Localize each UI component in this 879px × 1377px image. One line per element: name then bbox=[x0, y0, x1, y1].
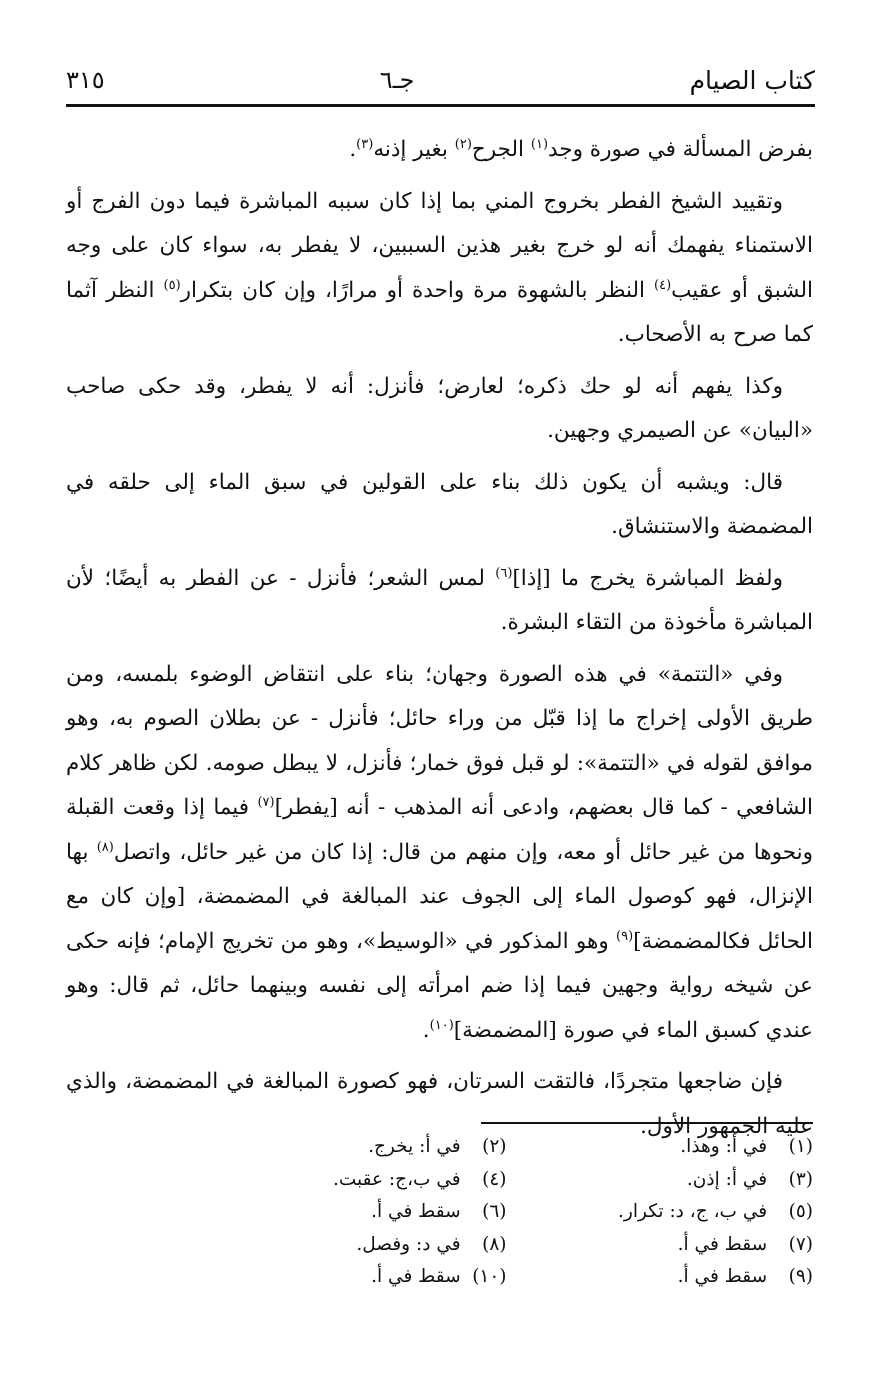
footnote-item bbox=[547, 1166, 814, 1195]
text-run: فإن ضاجعها متجردًا، فالتقت السرتان، فهو كصورة المبالغة في المضمضة، والذي عليه الجمهور الأول. bbox=[66, 1069, 813, 1139]
paragraph bbox=[66, 653, 813, 1054]
page-number: ٣١٥ bbox=[66, 66, 105, 94]
footnote-text: في ب، ج، د: تكرار. bbox=[618, 1201, 773, 1222]
footnote-number: (٢) bbox=[482, 1136, 507, 1157]
footnote-marker[interactable]: (٤) bbox=[654, 277, 672, 293]
footnote-text: في أ: يخرج. bbox=[368, 1136, 467, 1157]
text-run: . bbox=[349, 137, 357, 162]
main-text bbox=[66, 128, 813, 1156]
text-run: بها الإنزال، فهو كوصول الماء إلى الجوف عند المبالغة في المضمضة، [وإن كان مع الحائل فكالمضمضة] bbox=[66, 839, 813, 954]
footnote-marker[interactable]: (١) bbox=[530, 136, 549, 152]
footnote-item bbox=[547, 1263, 814, 1292]
footnote-marker[interactable]: (٥) bbox=[163, 277, 181, 293]
header-rule bbox=[66, 104, 815, 107]
text-run: فيما إذا وقعت القبلة ونحوها من غير حائل أو معه، وإن منهم من قال: إذا كان من غير حائل، واتصل bbox=[66, 795, 813, 865]
book-title: كتاب الصيام bbox=[689, 65, 815, 95]
paragraph bbox=[66, 180, 813, 358]
footnote-number: (٩) bbox=[788, 1266, 813, 1287]
footnote-text: في أ: إذن. bbox=[686, 1168, 773, 1190]
footnote-item bbox=[240, 1133, 507, 1162]
footnote-item bbox=[240, 1263, 507, 1292]
footnote-text: في ب،ج: عقبت. bbox=[333, 1168, 467, 1190]
footnote-item bbox=[547, 1133, 814, 1162]
footnote-number: (٤) bbox=[482, 1168, 507, 1190]
footnote-marker[interactable]: (١٠) bbox=[429, 1017, 454, 1033]
text-run: لمس الشعر؛ فأنزل - عن الفطر به أيضًا؛ لأن المباشرة مأخوذة من التقاء البشرة. bbox=[66, 565, 813, 635]
footnote-rule bbox=[481, 1122, 813, 1124]
text-run: . bbox=[422, 1017, 430, 1043]
footnote-number: (١٠) bbox=[472, 1266, 507, 1287]
text-run: وفي «التتمة» في هذه الصورة وجهان؛ بناء على انتقاض الوضوء بلمسه، ومن طريق الأولى إخراج ما إذا قبّل من وراء حائل؛ فأنزل - عن بطلان الصوم به، وهو موافق لقوله في «التتمة»: لو قبل فوق خمار؛ فأنزل، لا يبطل صومه. لكن ظاهر كلام الشافعي - كما قال بعضهم، وادعى أنه المذهب - أنه [يفطر] bbox=[66, 661, 813, 820]
footnote-number: (٥) bbox=[788, 1201, 813, 1222]
footnote-text: سقط في أ. bbox=[371, 1201, 467, 1222]
footnote-number: (١) bbox=[788, 1136, 813, 1157]
text-run: النظر بالشهوة مرة واحدة أو مرارًا، وإن كان بتكرار bbox=[180, 277, 655, 303]
text-run: وهو المذكور في «الوسيط»، وهو من تخريج الإمام؛ فإنه حكى عن شيخه رواية وجهين فيما إذا ضم امرأته إلى نفسه وبينهما حائل، ثم قال: وهو عندي كسبق الماء في صورة [المضمضة] bbox=[66, 928, 813, 1043]
footnote-marker[interactable]: (٩) bbox=[616, 928, 634, 944]
text-run: ولفظ المباشرة يخرج ما [إذا] bbox=[512, 565, 783, 591]
footnote-number: (٣) bbox=[788, 1168, 813, 1190]
text-run: وكذا يفهم أنه لو حك ذكره؛ لعارض؛ فأنزل: أنه لا يفطر، وقد حكى صاحب «البيان» عن الصيمري وجهين. bbox=[66, 373, 813, 443]
running-header bbox=[66, 62, 815, 98]
footnote-item bbox=[547, 1231, 814, 1260]
footnote-text: في أ: وهذا. bbox=[680, 1136, 773, 1157]
footnote-marker[interactable]: (٦) bbox=[495, 565, 513, 581]
text-run: النظر آثما كما صرح به الأصحاب. bbox=[66, 277, 813, 347]
paragraph bbox=[66, 128, 813, 173]
text-run: الجرح bbox=[471, 137, 531, 162]
text-run: بغير إذنه bbox=[373, 137, 455, 162]
footnote-text: في د: وفصل. bbox=[356, 1233, 467, 1255]
footnote-item bbox=[240, 1198, 507, 1227]
footnote-text: سقط في أ. bbox=[371, 1266, 467, 1287]
footnote-text: سقط في أ. bbox=[677, 1233, 773, 1255]
footnote-number: (٧) bbox=[788, 1233, 813, 1255]
footnotes bbox=[240, 1133, 813, 1292]
footnote-marker[interactable]: (٢) bbox=[454, 136, 472, 152]
footnote-marker[interactable]: (٧) bbox=[257, 794, 275, 810]
paragraph bbox=[66, 557, 813, 646]
footnote-number: (٨) bbox=[482, 1233, 507, 1255]
paragraph bbox=[66, 461, 813, 550]
volume-label: جـ٦ bbox=[379, 66, 415, 94]
footnote-marker[interactable]: (٣) bbox=[356, 136, 374, 152]
footnote-item bbox=[240, 1166, 507, 1195]
text-run: بفرض المسألة في صورة وجد bbox=[548, 137, 813, 162]
paragraph bbox=[66, 365, 813, 454]
text-run: وتقييد الشيخ الفطر بخروج المني بما إذا كان سببه المباشرة فيما دون الفرج أو الاستمناء يفهمك أنه لو خرج بغير هذين السببين، لا يفطر به، سواء كان على وجه الشبق أو عقيب bbox=[66, 188, 813, 303]
footnote-item bbox=[240, 1231, 507, 1260]
footnote-number: (٦) bbox=[482, 1201, 507, 1222]
text-run: قال: ويشبه أن يكون ذلك بناء على القولين في سبق الماء إلى حلقه في المضمضة والاستنشاق. bbox=[66, 469, 813, 539]
footnote-item bbox=[547, 1198, 814, 1227]
footnote-text: سقط في أ. bbox=[677, 1266, 773, 1287]
footnote-marker[interactable]: (٨) bbox=[96, 839, 114, 855]
